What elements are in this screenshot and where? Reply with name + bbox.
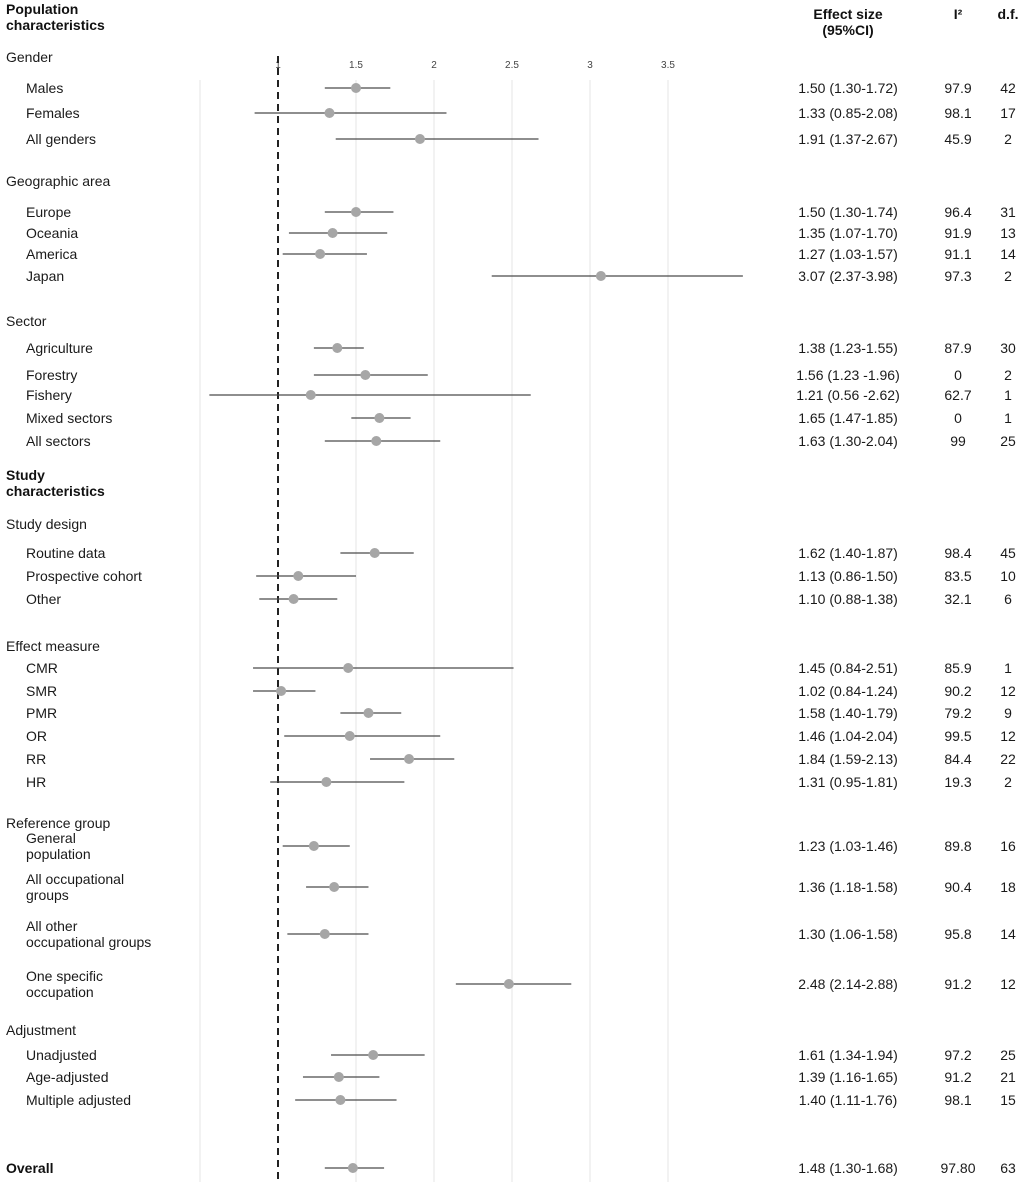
overall-label: Overall: [6, 1160, 54, 1176]
point-estimate-males: [351, 83, 361, 93]
effect-size-header: Effect size (95%CI): [813, 6, 883, 38]
x-tick-label: 2.5: [505, 60, 519, 71]
df-value: 14: [1000, 926, 1016, 942]
i2-value: 95.8: [944, 926, 972, 942]
row-label-routine-data: Routine data: [26, 545, 106, 561]
df-value: 2: [1004, 774, 1012, 790]
i2-value: 87.9: [944, 340, 972, 356]
df-value: 13: [1000, 225, 1016, 241]
point-estimate-routine-data: [370, 548, 380, 558]
i2-value: 91.9: [944, 225, 972, 241]
df-value: 12: [1000, 976, 1016, 992]
i2-value: 96.4: [944, 204, 972, 220]
effect-size-value: 1.02 (0.84-1.24): [798, 683, 898, 699]
effect-size-value: 2.48 (2.14-2.88): [798, 976, 898, 992]
row-label-or: OR: [26, 728, 47, 744]
point-estimate-america: [315, 249, 325, 259]
point-estimate-one-specific-occupation: [504, 979, 514, 989]
row-label-multiple-adjusted: Multiple adjusted: [26, 1092, 132, 1108]
i2-value: 84.4: [944, 751, 972, 767]
i2-value: 85.9: [944, 660, 972, 676]
row-label-oceania: Oceania: [26, 225, 79, 241]
effect-size-value: 1.10 (0.88-1.38): [798, 591, 898, 607]
effect-size-value: 1.50 (1.30-1.72): [798, 80, 898, 96]
point-estimate-all-occupational-groups: [329, 882, 339, 892]
row-label-cmr: CMR: [26, 660, 58, 676]
i2-value: 91.1: [944, 246, 972, 262]
i2-value: 98.1: [944, 105, 972, 121]
row-label-one-specific-occupation: One specific occupation: [26, 968, 104, 1000]
i2-value: 99.5: [944, 728, 972, 744]
row-label-females: Females: [26, 105, 80, 121]
row-label-age-adjusted: Age-adjusted: [26, 1069, 109, 1085]
df-value: 17: [1000, 105, 1016, 121]
df-value: 15: [1000, 1092, 1016, 1108]
df-value: 45: [1000, 545, 1016, 561]
df-value: 18: [1000, 879, 1016, 895]
row-label-forestry: Forestry: [26, 367, 78, 383]
row-label-smr: SMR: [26, 683, 58, 699]
df-value: 2: [1004, 268, 1012, 284]
effect-size-value: 1.40 (1.11-1.76): [798, 1092, 898, 1108]
effect-size-value: 1.45 (0.84-2.51): [798, 660, 898, 676]
row-label-europe: Europe: [26, 204, 72, 220]
df-value: 25: [1000, 1047, 1016, 1063]
df-value: 31: [1000, 204, 1016, 220]
row-label-hr: HR: [26, 774, 47, 790]
df-value: 12: [1000, 728, 1016, 744]
i2-value: 97.80: [940, 1160, 976, 1176]
i2-value: 89.8: [944, 838, 972, 854]
point-estimate-hr: [321, 777, 331, 787]
effect-size-value: 1.13 (0.86-1.50): [798, 568, 898, 584]
i2-value: 0: [954, 410, 962, 426]
df-value: 9: [1004, 705, 1012, 721]
df-value: 1: [1004, 387, 1012, 403]
row-label-prospective-cohort: Prospective cohort: [26, 568, 142, 584]
x-tick-label: 1: [275, 60, 281, 71]
effect-size-value: 1.91 (1.37-2.67): [798, 131, 898, 147]
row-label-fishery: Fishery: [26, 387, 72, 403]
effect-size-value: 1.58 (1.40-1.79): [798, 705, 898, 721]
point-estimate-general-population: [309, 841, 319, 851]
row-label-mixed-sectors: Mixed sectors: [26, 410, 113, 426]
df-value: 22: [1000, 751, 1016, 767]
i2-header: I²: [953, 6, 963, 22]
effect-size-value: 1.61 (1.34-1.94): [798, 1047, 898, 1063]
i2-value: 91.2: [944, 976, 972, 992]
df-value: 16: [1000, 838, 1016, 854]
df-value: 30: [1000, 340, 1016, 356]
i2-value: 97.3: [944, 268, 972, 284]
df-value: 1: [1004, 410, 1012, 426]
group-heading-adjustment: Adjustment: [6, 1022, 77, 1038]
point-estimate-forestry: [360, 370, 370, 380]
x-tick-label: 3: [587, 60, 593, 71]
i2-value: 62.7: [944, 387, 972, 403]
effect-size-value: 1.46 (1.04-2.04): [798, 728, 898, 744]
row-label-rr: RR: [26, 751, 47, 767]
point-estimate-or: [345, 731, 355, 741]
i2-value: 97.9: [944, 80, 972, 96]
point-estimate-other: [289, 594, 299, 604]
point-estimate-cmr: [343, 663, 353, 673]
df-value: 6: [1004, 591, 1012, 607]
i2-value: 32.1: [944, 591, 972, 607]
point-estimate-overall: [348, 1163, 358, 1173]
group-heading-sector: Sector: [6, 313, 47, 329]
point-estimate-rr: [404, 754, 414, 764]
effect-size-value: 1.35 (1.07-1.70): [798, 225, 898, 241]
df-value: 12: [1000, 683, 1016, 699]
effect-size-value: 1.31 (0.95-1.81): [798, 774, 898, 790]
i2-value: 83.5: [944, 568, 972, 584]
effect-size-value: 1.38 (1.23-1.55): [798, 340, 898, 356]
row-label-general-population: General population: [26, 830, 91, 862]
effect-size-value: 1.65 (1.47-1.85): [798, 410, 898, 426]
effect-size-value: 1.48 (1.30-1.68): [798, 1160, 898, 1176]
effect-size-value: 1.62 (1.40-1.87): [798, 545, 898, 561]
i2-value: 97.2: [944, 1047, 972, 1063]
row-label-other: Other: [26, 591, 62, 607]
row-label-america: America: [26, 246, 78, 262]
point-estimate-unadjusted: [368, 1050, 378, 1060]
point-estimate-mixed-sectors: [374, 413, 384, 423]
i2-value: 79.2: [944, 705, 972, 721]
row-label-agriculture: Agriculture: [26, 340, 93, 356]
df-value: 2: [1004, 367, 1012, 383]
point-estimate-all-sectors: [371, 436, 381, 446]
df-header: d.f.: [997, 6, 1019, 22]
df-value: 42: [1000, 80, 1016, 96]
row-label-japan: Japan: [26, 268, 65, 284]
point-estimate-multiple-adjusted: [335, 1095, 345, 1105]
group-heading-reference-group: Reference group: [6, 815, 111, 831]
point-estimate-japan: [596, 271, 606, 281]
x-tick-label: 1.5: [349, 60, 363, 71]
i2-value: 90.4: [944, 879, 972, 895]
point-estimate-europe: [351, 207, 361, 217]
i2-value: 98.1: [944, 1092, 972, 1108]
row-label-unadjusted: Unadjusted: [26, 1047, 97, 1063]
effect-size-value: 3.07 (2.37-3.98): [798, 268, 898, 284]
effect-size-value: 1.39 (1.16-1.65): [798, 1069, 898, 1085]
df-value: 63: [1000, 1160, 1016, 1176]
effect-size-value: 1.56 (1.23 -1.96): [796, 367, 900, 383]
effect-size-value: 1.84 (1.59-2.13): [798, 751, 898, 767]
effect-size-value: 1.23 (1.03-1.46): [798, 838, 898, 854]
df-value: 21: [1000, 1069, 1016, 1085]
df-value: 14: [1000, 246, 1016, 262]
point-estimate-agriculture: [332, 343, 342, 353]
row-label-all-other-occupational-groups: All other occupational groups: [26, 918, 152, 950]
df-value: 25: [1000, 433, 1016, 449]
df-value: 1: [1004, 660, 1012, 676]
x-tick-label: 2: [431, 60, 437, 71]
point-estimate-pmr: [363, 708, 373, 718]
i2-value: 19.3: [944, 774, 972, 790]
i2-value: 90.2: [944, 683, 972, 699]
row-label-pmr: PMR: [26, 705, 58, 721]
effect-size-value: 1.30 (1.06-1.58): [798, 926, 898, 942]
point-estimate-oceania: [328, 228, 338, 238]
effect-size-value: 1.63 (1.30-2.04): [798, 433, 898, 449]
row-label-all-sectors: All sectors: [26, 433, 91, 449]
point-estimate-prospective-cohort: [293, 571, 303, 581]
point-estimate-females: [324, 108, 334, 118]
section-heading-study-characteristics: Study characteristics: [6, 467, 105, 499]
point-estimate-all-genders: [415, 134, 425, 144]
effect-size-value: 1.21 (0.56 -2.62): [796, 387, 900, 403]
effect-size-value: 1.36 (1.18-1.58): [798, 879, 898, 895]
effect-size-value: 1.33 (0.85-2.08): [798, 105, 898, 121]
i2-value: 0: [954, 367, 962, 383]
x-tick-label: 3.5: [661, 60, 675, 71]
point-estimate-smr: [276, 686, 286, 696]
effect-size-value: 1.50 (1.30-1.74): [798, 204, 898, 220]
df-value: 2: [1004, 131, 1012, 147]
group-heading-gender: Gender: [6, 49, 53, 65]
point-estimate-age-adjusted: [334, 1072, 344, 1082]
row-label-all-genders: All genders: [26, 131, 97, 147]
group-heading-study-design: Study design: [6, 516, 87, 532]
group-heading-effect-measure: Effect measure: [6, 638, 100, 654]
effect-size-value: 1.27 (1.03-1.57): [798, 246, 898, 262]
i2-value: 99: [950, 433, 966, 449]
group-heading-geographic-area: Geographic area: [6, 173, 111, 189]
i2-value: 91.2: [944, 1069, 972, 1085]
df-value: 10: [1000, 568, 1016, 584]
point-estimate-all-other-occupational-groups: [320, 929, 330, 939]
row-label-males: Males: [26, 80, 64, 96]
i2-value: 98.4: [944, 545, 972, 561]
row-label-all-occupational-groups: All occupational groups: [26, 871, 125, 903]
point-estimate-fishery: [306, 390, 316, 400]
i2-value: 45.9: [944, 131, 972, 147]
section-heading-population-characteristics: Population characteristics: [6, 1, 105, 33]
